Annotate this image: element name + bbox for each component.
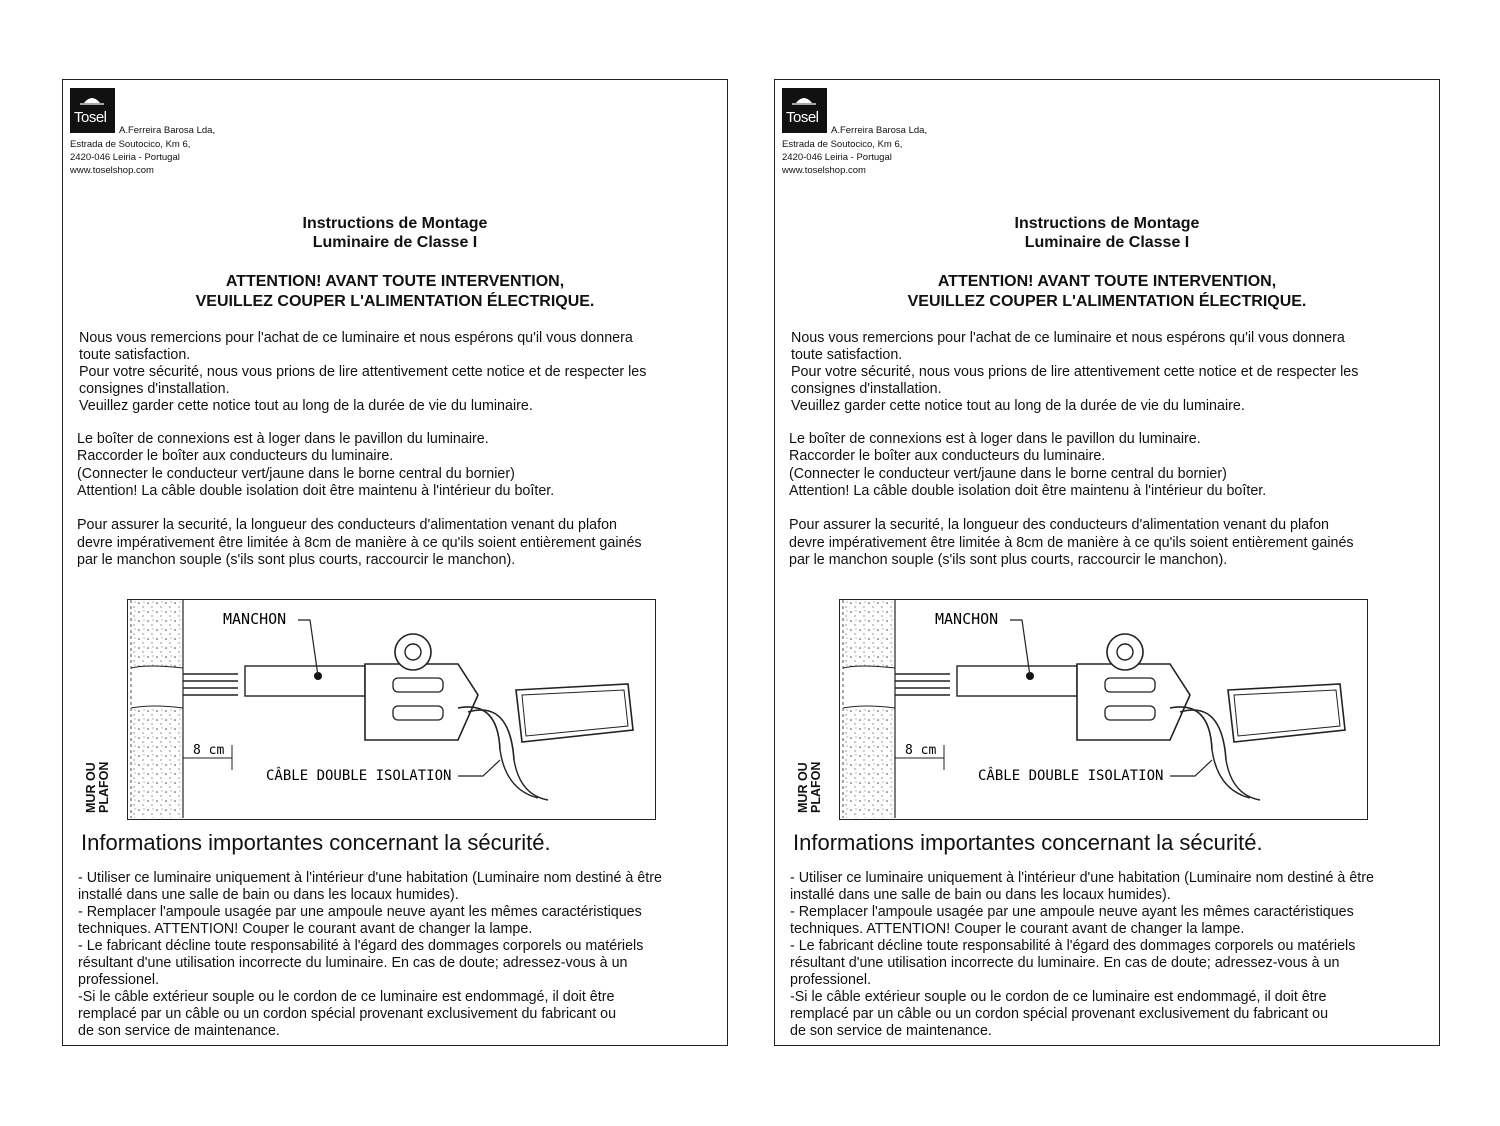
warning-line: ATTENTION! AVANT TOUTE INTERVENTION, <box>225 273 565 290</box>
connection-line: Le boîter de connexions est à loger dans le pavillon du luminaire. <box>77 431 489 447</box>
connection-line: Raccorder le boîter aux conducteurs du luminaire. <box>789 448 1106 464</box>
tosel-logo <box>70 88 115 133</box>
security-line: par le manchon souple (s'ils sont plus courts, raccourcir le manchon). <box>789 552 1228 568</box>
company-name: A.Ferreira Barosa Lda, <box>831 125 928 136</box>
safety-text: - Utiliser ce luminaire uniquement à l'intérieur d'une habitation (Luminaire nom destiné à être installé dans une salle de bain ou dans les locaux humides). - Remplacer l'ampoule usagée par une ampoule neuve ayant les mêmes caractéristiques techniques. ATTENTION! Couper le courant avant de changer la lampe. - Le fabricant décline toute responsabilité à l'égard des dommages corporels ou matériels résultant d'une utilisation incorrecte du luminaire. En cas de doute; adressez-vous à un professionel. -Si le câble extérieur souple ou le cordon de ce luminaire est endommagé, il doit être remplacé par un câble ou un cordon spécial provenant exclusivement du fabricant ou de son service de maintenance. <box>790 870 1374 1039</box>
wiring-diagram <box>839 599 1368 820</box>
warning-line: VEUILLEZ COUPER L'ALIMENTATION ÉLECTRIQUE. <box>907 293 1307 310</box>
intro-line: toute satisfaction. <box>79 347 191 363</box>
address-line: Estrada de Soutocico, Km 6, <box>70 139 191 150</box>
wiring-diagram-drawing <box>840 600 1366 818</box>
warning-line: VEUILLEZ COUPER L'ALIMENTATION ÉLECTRIQUE. <box>195 293 595 310</box>
instruction-sheet-left <box>62 79 728 1046</box>
intro-line: Pour votre sécurité, nous vous prions de lire attentivement cette notice et de respecter les <box>791 364 1359 380</box>
connection-line: (Connecter le conducteur vert/jaune dans le borne central du bornier) <box>77 466 515 482</box>
intro-line: consignes d'installation. <box>79 381 230 397</box>
doc-subtitle: Luminaire de Classe I <box>312 234 478 251</box>
length-label: 8 cm <box>905 743 937 758</box>
instruction-sheet-right <box>774 79 1440 1046</box>
intro-line: Veuillez garder cette notice tout au long de la durée de vie du luminaire. <box>79 398 533 414</box>
website: www.toselshop.com <box>782 165 866 176</box>
cable-label: CÂBLE DOUBLE ISOLATION <box>978 768 1164 784</box>
doc-title: Instructions de Montage <box>1014 215 1200 232</box>
wiring-diagram-drawing <box>128 600 654 818</box>
connection-line: Raccorder le boîter aux conducteurs du luminaire. <box>77 448 394 464</box>
safety-heading: Informations importantes concernant la sécurité. <box>793 830 1263 855</box>
connection-line: Attention! La câble double isolation doit être maintenu à l'intérieur du boîter. <box>789 483 1267 499</box>
intro-line: Nous vous remercions pour l'achat de ce luminaire et nous espérons qu'il vous donnera <box>791 330 1345 346</box>
logo-text: Tosel <box>786 109 819 126</box>
doc-title: Instructions de Montage <box>302 215 488 232</box>
security-line: devre impérativement être limitée à 8cm de manière à ce qu'ils soient entièrement gainés <box>77 535 642 551</box>
security-line: Pour assurer la securité, la longueur des conducteurs d'alimentation venant du plafon <box>789 517 1329 533</box>
address-line: 2420-046 Leiria - Portugal <box>782 152 892 163</box>
connection-line: Attention! La câble double isolation doit être maintenu à l'intérieur du boîter. <box>77 483 555 499</box>
safety-heading: Informations importantes concernant la sécurité. <box>81 830 551 855</box>
address-line: 2420-046 Leiria - Portugal <box>70 152 180 163</box>
wiring-diagram <box>127 599 656 820</box>
website: www.toselshop.com <box>70 165 154 176</box>
intro-line: Nous vous remercions pour l'achat de ce luminaire et nous espérons qu'il vous donnera <box>79 330 633 346</box>
logo-text: Tosel <box>74 109 107 126</box>
security-line: Pour assurer la securité, la longueur des conducteurs d'alimentation venant du plafon <box>77 517 617 533</box>
connection-line: Le boîter de connexions est à loger dans le pavillon du luminaire. <box>789 431 1201 447</box>
address-line: Estrada de Soutocico, Km 6, <box>782 139 903 150</box>
intro-line: consignes d'installation. <box>791 381 942 397</box>
doc-subtitle: Luminaire de Classe I <box>1024 234 1190 251</box>
safety-text: - Utiliser ce luminaire uniquement à l'intérieur d'une habitation (Luminaire nom destiné à être installé dans une salle de bain ou dans les locaux humides). - Remplacer l'ampoule usagée par une ampoule neuve ayant les mêmes caractéristiques techniques. ATTENTION! Couper le courant avant de changer la lampe. - Le fabricant décline toute responsabilité à l'égard des dommages corporels ou matériels résultant d'une utilisation incorrecte du luminaire. En cas de doute; adressez-vous à un professionel. -Si le câble extérieur souple ou le cordon de ce luminaire est endommagé, il doit être remplacé par un câble ou un cordon spécial provenant exclusivement du fabricant ou de son service de maintenance. <box>78 870 662 1039</box>
length-label: 8 cm <box>193 743 225 758</box>
connection-line: (Connecter le conducteur vert/jaune dans le borne central du bornier) <box>789 466 1227 482</box>
company-name: A.Ferreira Barosa Lda, <box>119 125 216 136</box>
manchon-label: MANCHON <box>935 610 999 628</box>
wall-ceiling-label: MUR OU PLAFON <box>796 761 823 813</box>
wall-ceiling-label: MUR OU PLAFON <box>84 761 111 813</box>
intro-line: toute satisfaction. <box>791 347 903 363</box>
security-line: par le manchon souple (s'ils sont plus courts, raccourcir le manchon). <box>77 552 516 568</box>
security-line: devre impérativement être limitée à 8cm de manière à ce qu'ils soient entièrement gainés <box>789 535 1354 551</box>
tosel-logo <box>782 88 827 133</box>
manchon-label: MANCHON <box>223 610 287 628</box>
intro-line: Pour votre sécurité, nous vous prions de lire attentivement cette notice et de respecter les <box>79 364 647 380</box>
cable-label: CÂBLE DOUBLE ISOLATION <box>266 768 452 784</box>
intro-line: Veuillez garder cette notice tout au long de la durée de vie du luminaire. <box>791 398 1245 414</box>
warning-line: ATTENTION! AVANT TOUTE INTERVENTION, <box>937 273 1277 290</box>
